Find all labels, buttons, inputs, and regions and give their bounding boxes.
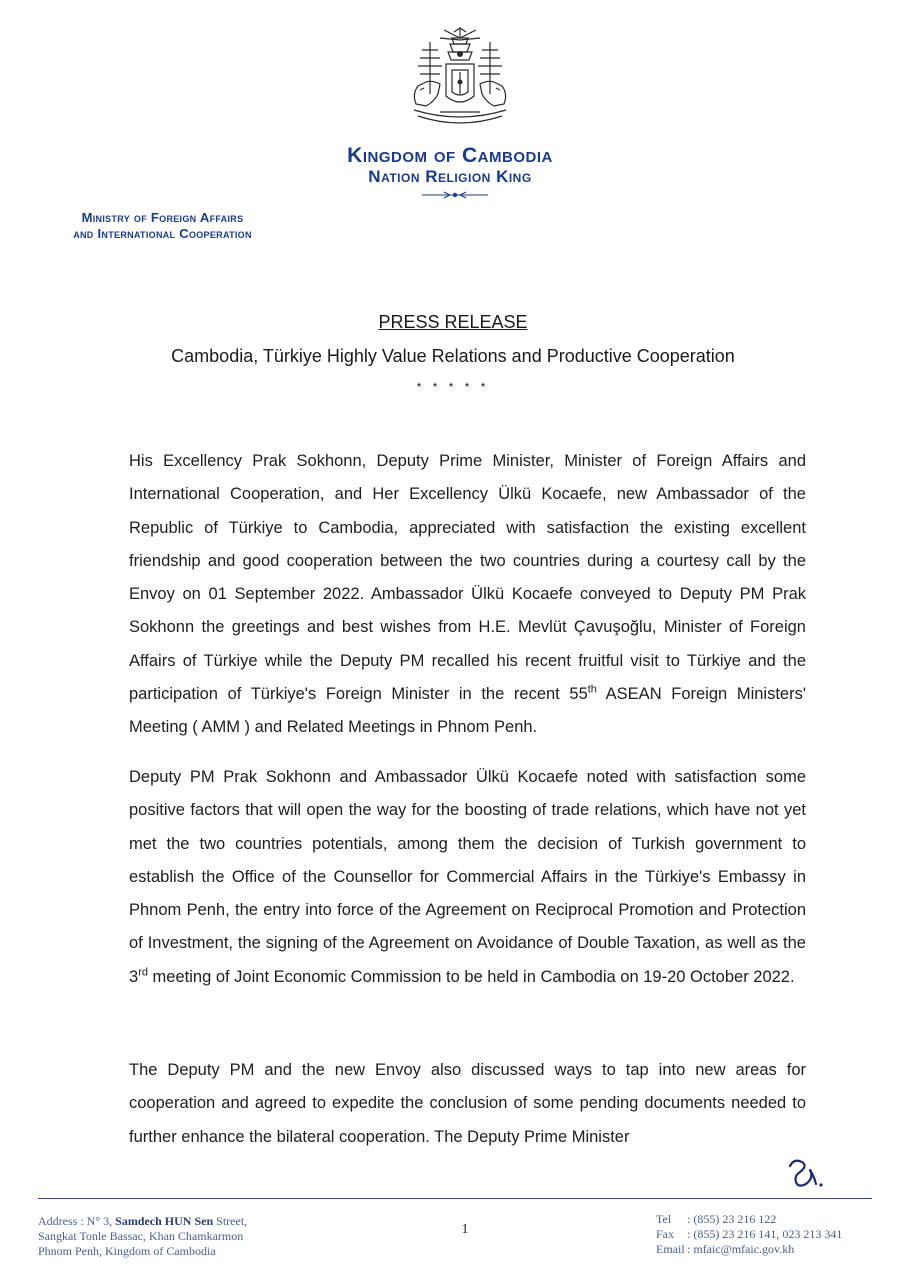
national-motto: Nation Religion King	[368, 167, 532, 186]
tel-value: : (855) 23 216 122	[687, 1212, 777, 1226]
address-prefix: Address : N° 3,	[38, 1214, 116, 1228]
fax-value: : (855) 23 216 141, 023 213 341	[687, 1227, 843, 1241]
address-line-1	[38, 1214, 328, 1229]
royal-emblem-icon	[400, 24, 520, 134]
kingdom-title: Kingdom of Cambodia	[347, 144, 553, 167]
ministry-line-2: and International Cooperation	[73, 226, 252, 241]
fax-row	[656, 1227, 896, 1242]
section-divider: * * * * *	[416, 380, 490, 394]
handwritten-initials-icon	[784, 1156, 824, 1190]
paragraph-2	[129, 761, 806, 994]
press-release-label: PRESS RELEASE	[378, 312, 528, 332]
paragraph-1	[129, 445, 806, 745]
ordinal-suffix: th	[587, 683, 597, 696]
address-street: Samdech HUN Sen	[115, 1214, 214, 1228]
tel-row	[656, 1212, 896, 1227]
email-label: Email	[656, 1242, 685, 1256]
email-value: : mfaic@mfaic.gov.kh	[687, 1242, 795, 1256]
ornament-divider-icon	[420, 190, 490, 200]
fax-label: Fax	[656, 1227, 674, 1241]
ministry-name	[30, 210, 295, 242]
address-line-3: Phnom Penh, Kingdom of Cambodia	[38, 1244, 216, 1258]
address-line-2: Sangkat Tonle Bassac, Khan Chamkarmon	[38, 1229, 244, 1243]
ordinal-suffix: rd	[138, 966, 148, 979]
paragraph-2-text: Deputy PM Prak Sokhonn and Ambassador Ülkü Kocaefe noted with satisfaction some positive factors that will open the way for the boosting of trade relations, which have not yet met the two countries potentials, among them the decision of Turkish government to establish the Office of the Counsellor for Commercial Affairs in the Türkiye's Embassy in Phnom Penh, the entry into force of the Agreement on Reciprocal Promotion and Protection of Investment, the signing of the Agreement on Avoidance of Double Taxation, as well as the 3	[129, 768, 806, 986]
paragraph-1-text: His Excellency Prak Sokhonn, Deputy Prime Minister, Minister of Foreign Affairs and International Cooperation, and Her Excellency Ülkü Kocaefe, new Ambassador of the Republic of Türkiye to Cambodia, appreciated with satisfaction the existing excellent friendship and good cooperation between the two countries during a courtesy call by the Envoy on 01 September 2022. Ambassador Ülkü Kocaefe conveyed to Deputy PM Prak Sokhonn the greetings and best wishes from H.E. Mevlüt Çavuşoğlu, Minister of Foreign Affairs of Türkiye while the Deputy PM recalled his recent fruitful visit to Türkiye and the participation of Türkiye's Foreign Minister in the recent 55	[129, 452, 806, 704]
paragraph-1-text-end: ASEAN Foreign Ministers' Meeting ( AMM ) and Related Meetings in Phnom Penh.	[129, 685, 806, 737]
page-number: 1	[461, 1222, 469, 1237]
email-row	[656, 1242, 896, 1257]
paragraph-2-text-end: meeting of Joint Economic Commission to be held in Cambodia on 19-20 October 2022.	[147, 967, 795, 986]
ministry-line-1: Ministry of Foreign Affairs	[81, 210, 244, 225]
tel-label: Tel	[656, 1212, 672, 1226]
footer-contact	[656, 1212, 896, 1257]
paragraph-3: The Deputy PM and the new Envoy also discussed ways to tap into new areas for cooperation and agreed to expedite the conclusion of some pending documents needed to further enhance the bilateral cooperation. The Deputy Prime Minister	[129, 1061, 806, 1146]
address-street-suffix: Street,	[213, 1214, 248, 1228]
footer-address	[38, 1214, 328, 1259]
footer-rule	[38, 1198, 872, 1199]
headline: Cambodia, Türkiye Highly Value Relations and Productive Cooperation	[171, 346, 735, 366]
